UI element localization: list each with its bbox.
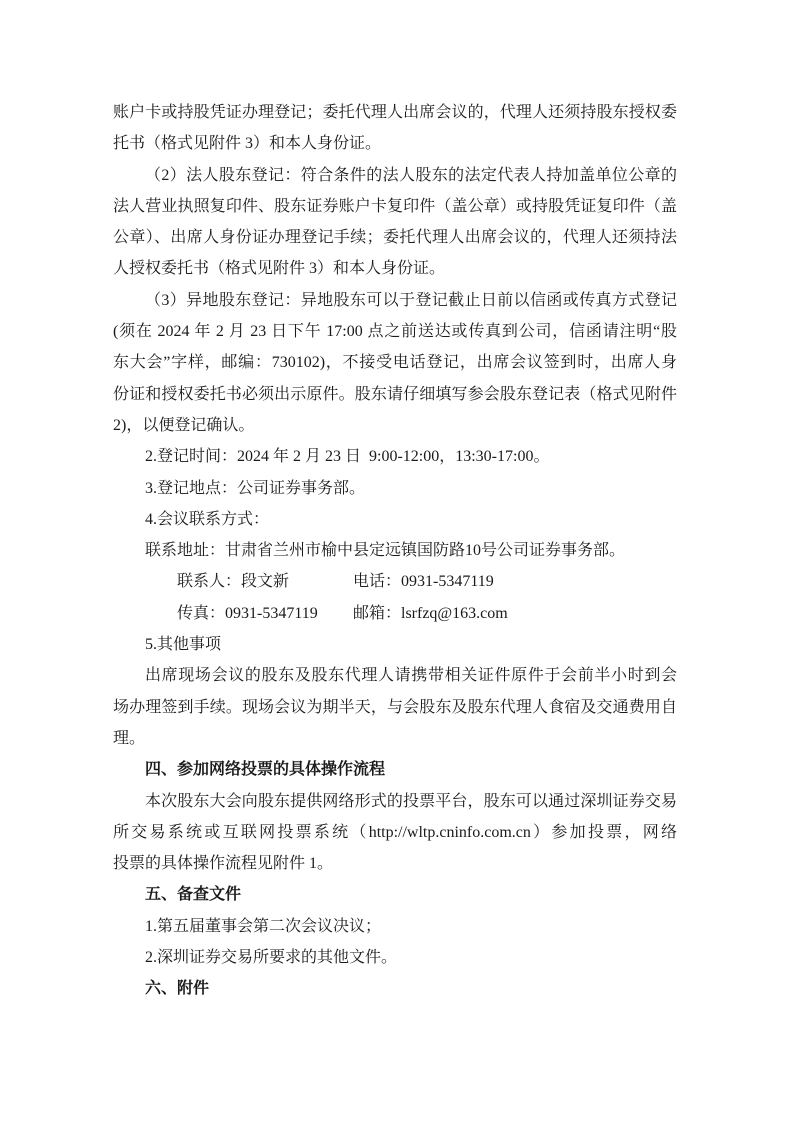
text-line: （3）异地股东登记：异地股东可以于登记截止日前以信函或传真方式登记 (145, 291, 677, 309)
text-line: 1.第五届董事会第二次会议决议； (145, 917, 382, 935)
text-line: 托书（格式见附件 3）和本人身份证。 (113, 135, 382, 153)
contact-item-right: 电话：0931-5347119 (353, 573, 494, 591)
text-line: 出席现场会议的股东及股东代理人请携带相关证件原件于会前半小时到会 (145, 667, 677, 685)
text-line: 2.深圳证券交易所要求的其他文件。 (145, 949, 398, 967)
text-line: 联系地址：甘肃省兰州市榆中县定远镇国防路10号公司证券事务部。 (145, 542, 626, 560)
contact-item-left: 传真：0931-5347119 (177, 604, 318, 622)
text-line: (须在 2024 年 2 月 23 日下午 17:00 点之前送达或传真到公司，信函请注明“股 (113, 323, 677, 341)
text-line: 5.其他事项 (145, 636, 222, 654)
section-heading: 五、备查文件 (145, 886, 242, 904)
text-line: 公章）、出席人身份证办理登记手续；委托代理人出席会议的，代理人还须持法 (113, 229, 677, 247)
text-line: 东大会”字样，邮编：730102)，不接受电话登记，出席会议签到时，出席人身 (113, 354, 677, 372)
text-line: 法人营业执照复印件、股东证券账户卡复印件（盖公章）或持股凭证复印件（盖 (113, 197, 677, 215)
text-line: 2)，以便登记确认。 (113, 416, 255, 434)
text-line: 本次股东大会向股东提供网络形式的投票平台，股东可以通过深圳证券交易 (145, 792, 677, 810)
text-line: 理。 (113, 729, 146, 747)
contact-item-left: 联系人：段文新 (177, 573, 290, 591)
text-line: 份证和授权委托书必须出示原件。股东请仔细填写参会股东登记表（格式见附件 (113, 385, 677, 403)
text-line: 场办理签到手续。现场会议为期半天，与会股东及股东代理人食宿及交通费用自 (113, 698, 677, 716)
contact-row (113, 598, 677, 629)
text-line: 3.登记地点：公司证券事务部。 (145, 479, 366, 497)
text-line: 4.会议联系方式： (145, 510, 270, 528)
text-line: 投票的具体操作流程见附件 1。 (113, 855, 334, 873)
document-body (113, 97, 677, 1005)
contact-row (113, 566, 677, 597)
section-heading: 六、附件 (145, 980, 210, 998)
text-line: 所交易系统或互联网投票系统（http://wltp.cninfo.com.cn）参加投票，网络 (113, 823, 677, 841)
text-line: 账户卡或持股凭证办理登记；委托代理人出席会议的，代理人还须持股东授权委 (113, 104, 677, 121)
text-line: 2.登记时间：2024 年 2 月 23 日 9:00-12:00，13:30-17:00。 (145, 448, 550, 466)
section-heading: 四、参加网络投票的具体操作流程 (145, 761, 386, 779)
text-line: （2）法人股东登记：符合条件的法人股东的法定代表人持加盖单位公章的 (145, 166, 677, 184)
contact-item-right: 邮箱：lsrfzq@163.com (353, 604, 508, 622)
text-line: 人授权委托书（格式见附件 3）和本人身份证。 (113, 260, 446, 278)
